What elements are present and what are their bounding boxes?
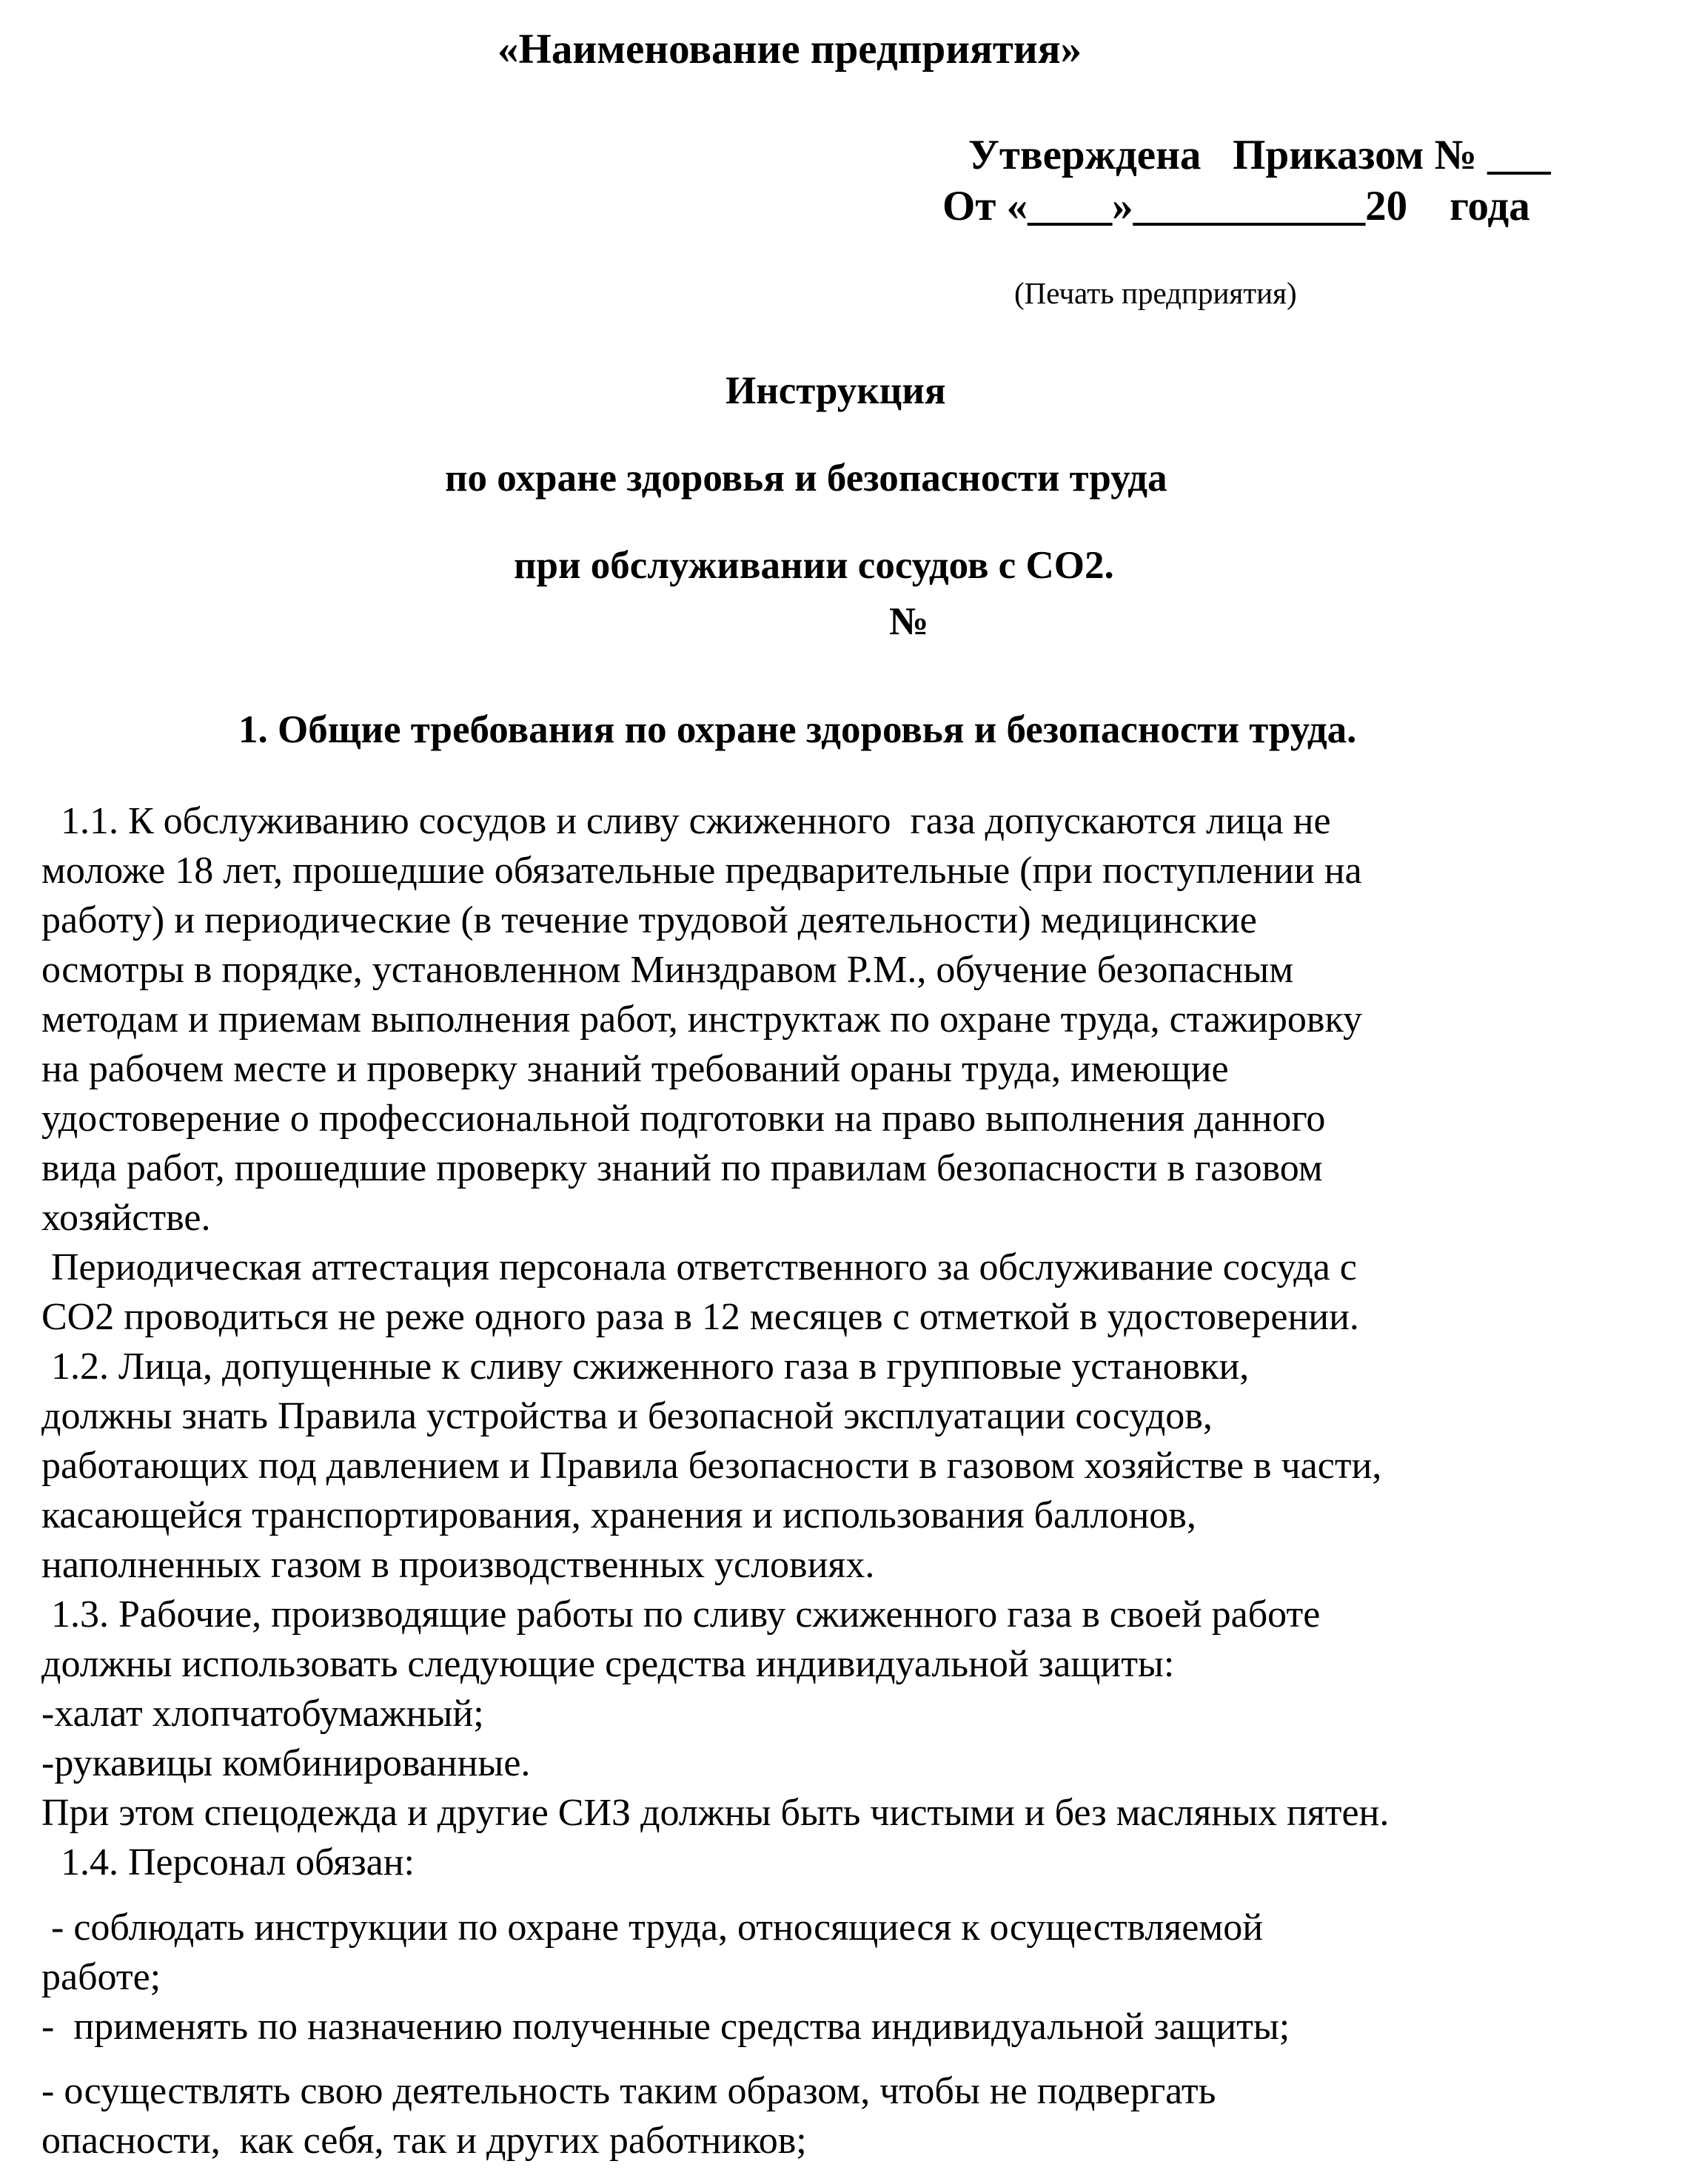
body-line: хозяйстве.	[41, 1197, 211, 1239]
company-stamp-note: (Печать предприятия)	[1014, 276, 1297, 310]
body-line: моложе 18 лет, прошедшие обязательные предварительные (при поступлении на	[41, 850, 1362, 892]
body-line: 1.2. Лица, допущенные к сливу сжиженного газа в групповые установки,	[41, 1345, 1250, 1388]
body-line: -рукавицы комбинированные.	[41, 1742, 531, 1784]
body-line: опасности, как себя, так и других работников;	[41, 2120, 807, 2162]
body-line: должны использовать следующие средства индивидуальной защиты:	[41, 1643, 1175, 1685]
body-line: - соблюдать инструкции по охране труда, относящиеся к осуществляемой	[41, 1906, 1264, 1949]
approval-order-line: Утверждена Приказом № ___	[968, 132, 1551, 178]
body-line: удостоверение о профессиональной подготовки на право выполнения данного	[41, 1098, 1326, 1140]
body-line: должны знать Правила устройства и безопасной эксплуатации сосудов,	[41, 1395, 1213, 1437]
body-line: 1.1. К обслуживанию сосудов и сливу сжиженного газа допускаются лица не	[41, 800, 1331, 842]
body-line: 1.3. Рабочие, производящие работы по сливу сжиженного газа в своей работе	[41, 1593, 1321, 1636]
body-line: - осуществлять свою деятельность таким образом, чтобы не подвергать	[41, 2070, 1216, 2112]
approval-date-line: От «____»___________20 года	[942, 183, 1530, 229]
document-subtitle-2: при обслуживании сосудов с СО2.	[514, 544, 1114, 587]
document-number: №	[889, 600, 929, 643]
body-line: методам и приемам выполнения работ, инструктаж по охране труда, стажировку	[41, 998, 1362, 1041]
body-line: вида работ, прошедшие проверку знаний по правилам безопасности в газовом	[41, 1147, 1323, 1189]
body-line: СО2 проводиться не реже одного раза в 12 месяцев с отметкой в удостоверении.	[41, 1296, 1359, 1338]
body-line: Периодическая аттестация персонала ответственного за обслуживание сосуда с	[41, 1246, 1357, 1288]
body-line: касающейся транспортирования, хранения и использования баллонов,	[41, 1494, 1196, 1536]
body-line: -халат хлопчатобумажный;	[41, 1693, 484, 1735]
body-line: осмотры в порядке, установленном Минздравом Р.М., обучение безопасным	[41, 949, 1294, 991]
body-line: наполненных газом в производственных условиях.	[41, 1544, 875, 1586]
body-line: на рабочем месте и проверку знаний требований ораны труда, имеющие	[41, 1048, 1229, 1090]
body-line: работе;	[41, 1956, 161, 1998]
document-subtitle-1: по охране здоровья и безопасности труда	[445, 457, 1167, 500]
body-line: При этом спецодежда и другие СИЗ должны быть чистыми и без масляных пятен.	[41, 1792, 1390, 1834]
body-line: - применять по назначению полученные средства индивидуальной защиты;	[41, 2006, 1290, 2048]
body-line: работающих под давлением и Правила безопасности в газовом хозяйстве в части,	[41, 1445, 1382, 1487]
document-title: Инструкция	[725, 369, 946, 412]
body-line: 1.4. Персонал обязан:	[41, 1841, 415, 1884]
body-line: работу) и периодические (в течение трудовой деятельности) медицинские	[41, 899, 1257, 941]
company-name: «Наименование предприятия»	[497, 26, 1082, 73]
section-heading: 1. Общие требования по охране здоровья и безопасности труда.	[238, 708, 1357, 751]
